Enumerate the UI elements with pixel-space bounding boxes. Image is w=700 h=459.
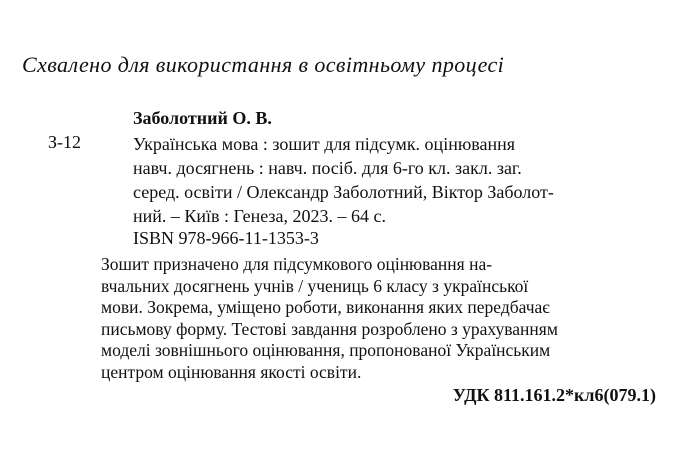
author-heading: Заболотний О. В. — [133, 108, 272, 128]
isbn: ISBN 978-966-11-1353-3 — [133, 228, 319, 248]
approval-line: Схвалено для використання в освітньому процесі — [22, 52, 505, 77]
bibliographic-entry — [133, 132, 653, 228]
annotation-line: Зошит призначено для підсумкового оцінювання на- — [101, 254, 493, 274]
annotation-line: вчальних досягнень учнів / учениць 6 класу з української — [101, 275, 529, 296]
udc-code: УДК 811.161.2*кл6(079.1) — [452, 385, 656, 405]
annotation — [101, 254, 656, 383]
annotation-line: моделі зовнішнього оцінювання, пропонованої Українським — [101, 340, 551, 360]
annotation-line: центром оцінювання якості освіти. — [101, 361, 362, 382]
entry-line: Українська мова : зошит для підсумк. оцінювання — [133, 134, 516, 154]
annotation-line: мови. Зокрема, уміщено роботи, виконання яких передбачає — [101, 297, 550, 317]
entry-line: ний. – Київ : Генеза, 2023. – 64 с. — [133, 206, 386, 226]
entry-line: навч. досягнень : навч. посіб. для 6-го кл. закл. заг. — [133, 158, 522, 178]
annotation-line: письмову форму. Тестові завдання розроблено з урахуванням — [101, 318, 558, 339]
classification-code: З-12 — [48, 132, 82, 152]
entry-line: серед. освіти / Олександр Заболотний, Віктор Заболот- — [133, 182, 554, 202]
